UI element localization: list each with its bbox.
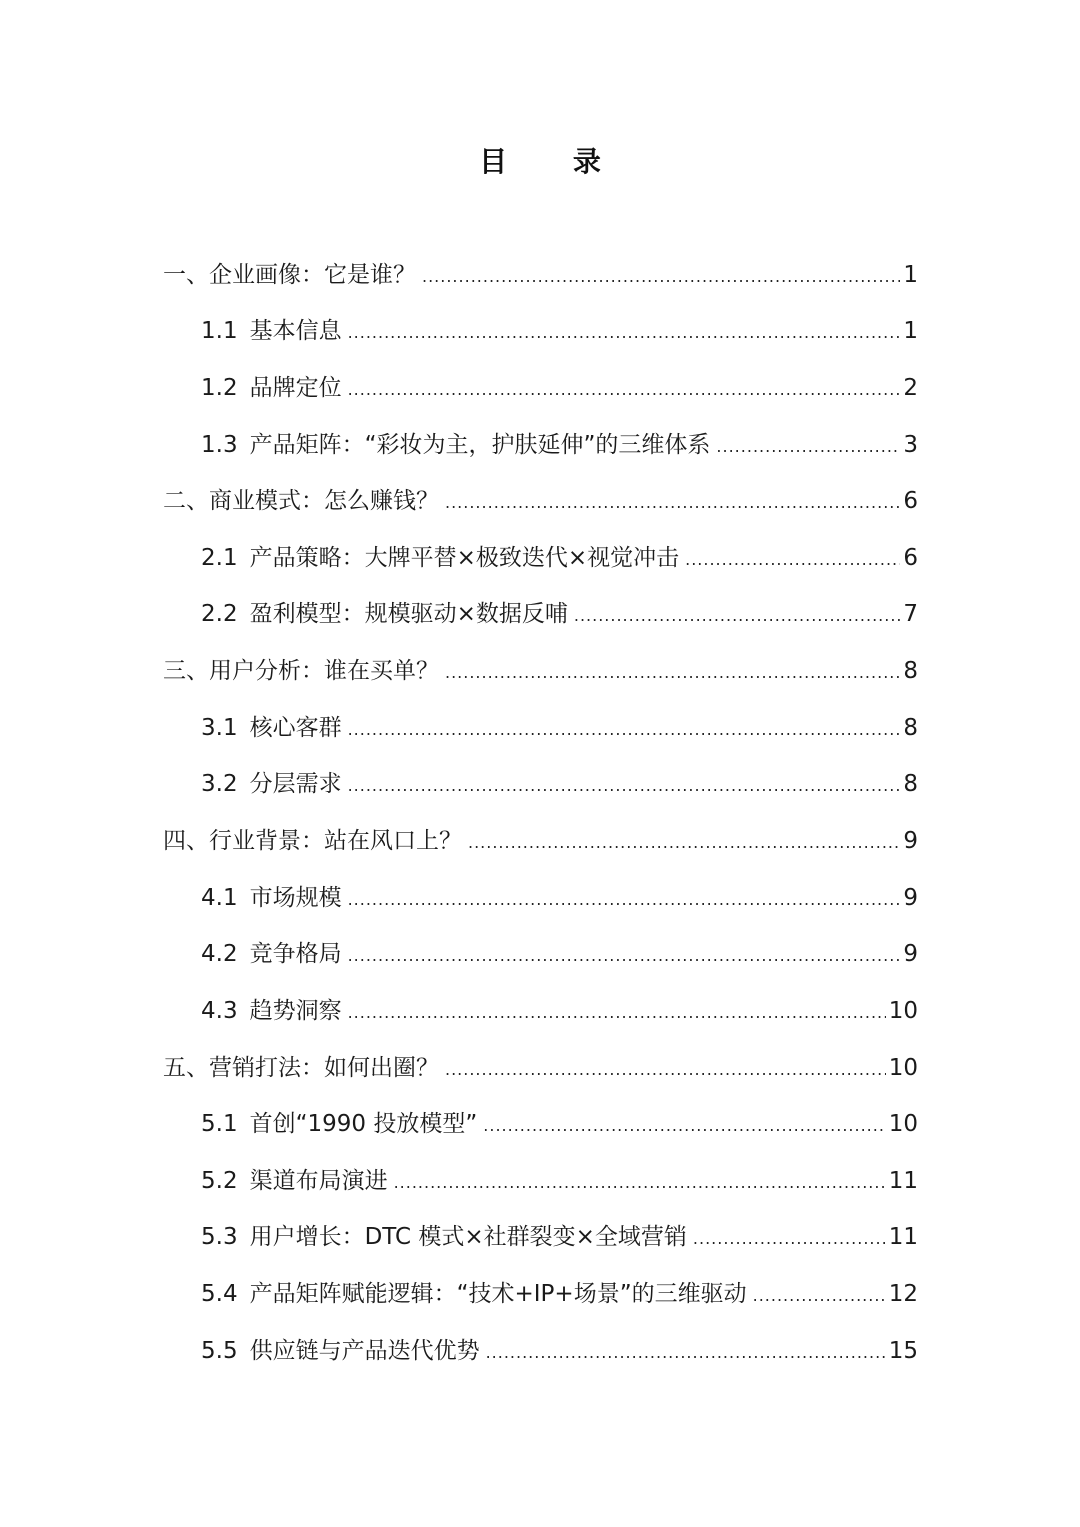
toc-entry-4-1[interactable] <box>201 878 918 918</box>
toc-page-number: 10 <box>888 998 918 1024</box>
toc-dot-leader <box>574 596 901 636</box>
toc-entry-5-3[interactable] <box>201 1217 918 1257</box>
toc-entry-text: 产品策略：大牌平替×极致迭代×视觉冲击 <box>249 545 680 571</box>
toc-page-number: 1 <box>903 318 918 344</box>
toc-dot-leader <box>486 1333 886 1373</box>
toc-entry-text: 产品矩阵：“彩妆为主，护肤延伸”的三维体系 <box>249 432 711 458</box>
toc-page-number: 10 <box>888 1055 918 1081</box>
toc-page-number: 9 <box>903 828 918 854</box>
toc-entry-text: 趋势洞察 <box>249 998 342 1024</box>
toc-dot-leader <box>348 880 901 920</box>
toc-entry-5-2[interactable] <box>201 1161 918 1201</box>
toc-entry-text: 盈利模型：规模驱动×数据反哺 <box>249 601 568 627</box>
toc-dot-leader <box>693 1219 886 1259</box>
toc-dot-leader <box>422 257 900 297</box>
toc-page-number: 3 <box>903 432 918 458</box>
toc-entry-5-5[interactable] <box>201 1331 918 1371</box>
toc-dot-leader <box>445 1050 886 1090</box>
toc-dot-leader <box>348 766 901 806</box>
toc-section-number: 1.3 <box>201 432 238 458</box>
toc-page-number: 6 <box>903 488 918 514</box>
toc-dot-leader <box>445 653 900 693</box>
toc-dot-leader <box>716 427 900 467</box>
toc-entry-chapter-2[interactable] <box>163 481 918 521</box>
toc-entry-text: 首创“1990 投放模型” <box>249 1111 478 1137</box>
toc-section-number: 4.3 <box>201 998 238 1024</box>
toc-page-number: 9 <box>903 885 918 911</box>
toc-section-number: 5.3 <box>201 1224 238 1250</box>
toc-entry-text: 产品矩阵赋能逻辑：“技术+IP+场景”的三维驱动 <box>249 1281 747 1307</box>
toc-entry-3-1[interactable] <box>201 708 918 748</box>
toc-entry-3-2[interactable] <box>201 764 918 804</box>
toc-page-number: 6 <box>903 545 918 571</box>
toc-entry-5-4[interactable] <box>201 1274 918 1314</box>
toc-entry-text: 三、用户分析：谁在买单？ <box>163 658 439 684</box>
toc-page-number: 8 <box>903 658 918 684</box>
toc-section-number: 1.1 <box>201 318 238 344</box>
toc-dot-leader <box>483 1106 885 1146</box>
toc-entry-text: 四、行业背景：站在风口上？ <box>163 828 462 854</box>
toc-entry-text: 二、商业模式：怎么赚钱？ <box>163 488 439 514</box>
toc-section-number: 5.1 <box>201 1111 238 1137</box>
toc-page-number: 15 <box>888 1338 918 1364</box>
toc-entry-text: 基本信息 <box>249 318 342 344</box>
toc-section-number: 1.2 <box>201 375 238 401</box>
toc-dot-leader <box>753 1276 886 1316</box>
toc-entry-chapter-5[interactable] <box>163 1048 918 1088</box>
toc-page-number: 11 <box>888 1168 918 1194</box>
toc-page-number: 9 <box>903 941 918 967</box>
toc-section-number: 4.1 <box>201 885 238 911</box>
toc-section-number: 5.2 <box>201 1168 238 1194</box>
toc-entry-text: 用户增长：DTC 模式×社群裂变×全域营销 <box>249 1224 687 1250</box>
toc-entry-5-1[interactable] <box>201 1104 918 1144</box>
toc-section-number: 4.2 <box>201 941 238 967</box>
toc-entry-1-3[interactable] <box>201 425 918 465</box>
toc-dot-leader <box>348 313 901 353</box>
toc-entry-text: 分层需求 <box>249 771 342 797</box>
toc-entry-chapter-1[interactable] <box>163 255 918 295</box>
toc-section-number: 5.5 <box>201 1338 238 1364</box>
toc-dot-leader <box>348 993 886 1033</box>
toc-page-number: 10 <box>888 1111 918 1137</box>
toc-page-number: 8 <box>903 715 918 741</box>
toc-page-number: 8 <box>903 771 918 797</box>
toc-page-number: 11 <box>888 1224 918 1250</box>
toc-entry-1-1[interactable] <box>201 311 918 351</box>
toc-page-number: 2 <box>903 375 918 401</box>
toc-dot-leader <box>445 483 900 523</box>
toc-dot-leader <box>348 710 901 750</box>
toc-entry-text: 五、营销打法：如何出圈？ <box>163 1055 439 1081</box>
toc-entry-1-2[interactable] <box>201 368 918 408</box>
toc-entry-4-3[interactable] <box>201 991 918 1031</box>
toc-entry-2-1[interactable] <box>201 538 918 578</box>
toc-dot-leader <box>348 370 901 410</box>
toc-entry-4-2[interactable] <box>201 934 918 974</box>
toc-entry-2-2[interactable] <box>201 594 918 634</box>
toc-dot-leader <box>348 936 901 976</box>
toc-dot-leader <box>685 540 900 580</box>
toc-entry-text: 市场规模 <box>249 885 342 911</box>
toc-entry-text: 品牌定位 <box>249 375 342 401</box>
toc-page-number: 12 <box>888 1281 918 1307</box>
page-title: 目 录 <box>479 145 629 178</box>
toc-dot-leader <box>468 823 900 863</box>
toc-entry-chapter-4[interactable] <box>163 821 918 861</box>
toc-entry-text: 供应链与产品迭代优势 <box>249 1338 480 1364</box>
toc-section-number: 2.1 <box>201 545 238 571</box>
toc-section-number: 2.2 <box>201 601 238 627</box>
toc-entry-text: 竞争格局 <box>249 941 342 967</box>
toc-dot-leader <box>394 1163 886 1203</box>
toc-entry-text: 核心客群 <box>249 715 342 741</box>
toc-section-number: 3.2 <box>201 771 238 797</box>
toc-entry-text: 渠道布局演进 <box>249 1168 388 1194</box>
toc-section-number: 5.4 <box>201 1281 238 1307</box>
toc-page-number: 1 <box>903 262 918 288</box>
toc-section-number: 3.1 <box>201 715 238 741</box>
toc-entry-text: 一、企业画像：它是谁？ <box>163 262 416 288</box>
toc-entry-chapter-3[interactable] <box>163 651 918 691</box>
toc-page-number: 7 <box>903 601 918 627</box>
